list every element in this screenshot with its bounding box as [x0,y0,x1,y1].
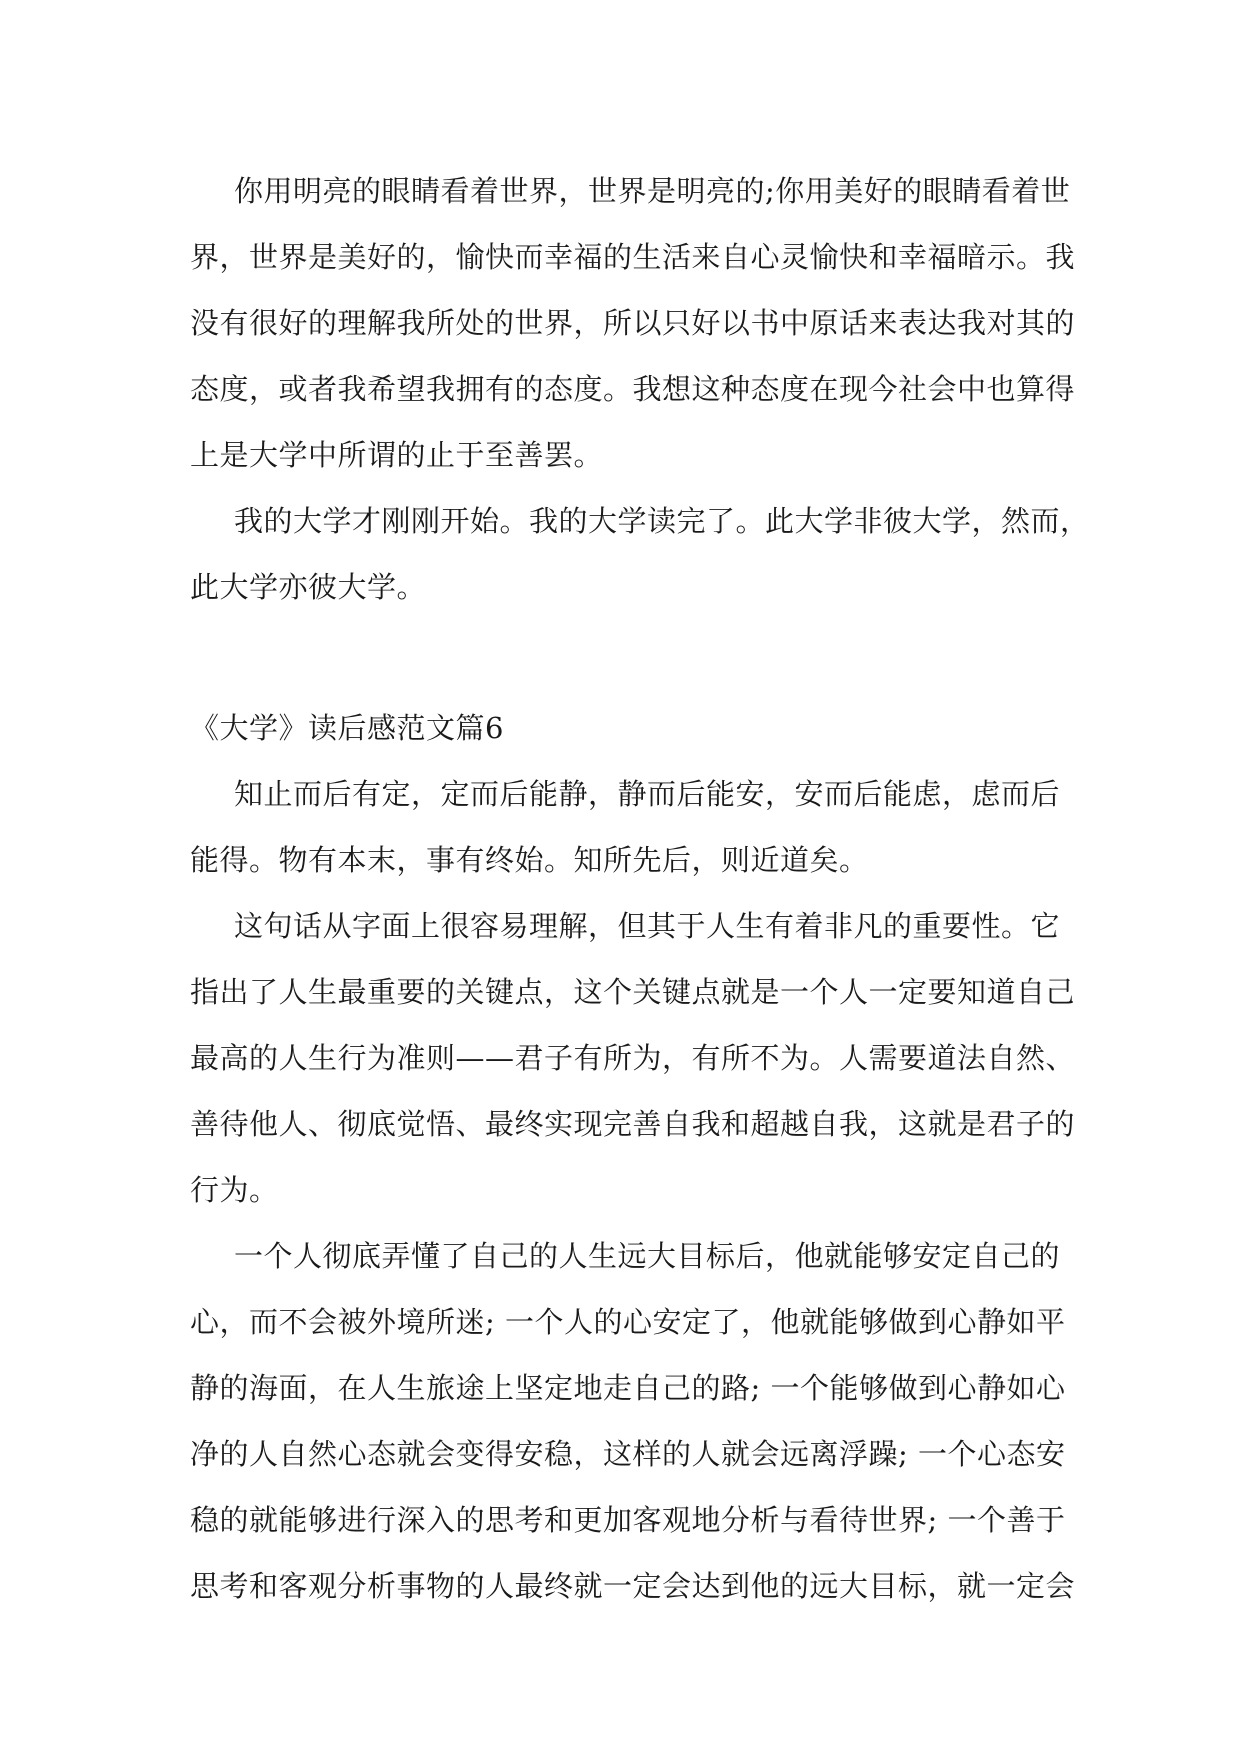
text-line: 一个人彻底弄懂了自己的人生远大目标后，他就能够安定自己的 [234,1239,1061,1273]
text-line: 指出了人生最重要的关键点，这个关键点就是一个人一定要知道自己 [190,975,1076,1009]
text-line: 能得。物有本末，事有终始。知所先后，则近道矣。 [190,843,869,877]
paragraph-4 [190,893,1076,1223]
text-line: 这句话从字面上很容易理解，但其于人生有着非凡的重要性。它 [234,909,1061,943]
text-line: 你用明亮的眼睛看着世界，世界是明亮的;你用美好的眼睛看着世 [234,174,1071,208]
text-line: 态度，或者我希望我拥有的态度。我想这种态度在现今社会中也算得 [190,372,1076,406]
text-line: 静的海面，在人生旅途上坚定地走自己的路; 一个能够做到心静如心 [190,1371,1066,1405]
text-line: 最高的人生行为准则——君子有所为，有所不为。人需要道法自然、 [190,1041,1076,1075]
text-line: 我的大学才刚刚开始。我的大学读完了。此大学非彼大学，然而， [234,504,1090,538]
section-heading: 《大学》读后感范文篇6 [190,711,504,745]
document-page [190,158,1090,1619]
text-line: 善待他人、彻底觉悟、最终实现完善自我和超越自我，这就是君子的 [190,1107,1076,1141]
text-line: 行为。 [190,1173,279,1207]
paragraph-2 [190,488,1090,620]
text-line: 界，世界是美好的，愉快而幸福的生活来自心灵愉快和幸福暗示。我 [190,240,1076,274]
text-line: 上是大学中所谓的止于至善罢。 [190,438,604,472]
paragraph-1 [190,158,1076,488]
text-line: 没有很好的理解我所处的世界，所以只好以书中原话来表达我对其的 [190,306,1076,340]
text-line: 心，而不会被外境所迷; 一个人的心安定了，他就能够做到心静如平 [190,1305,1066,1339]
paragraph-5 [190,1223,1076,1619]
text-line: 稳的就能够进行深入的思考和更加客观地分析与看待世界; 一个善于 [190,1503,1066,1537]
text-line: 净的人自然心态就会变得安稳，这样的人就会远离浮躁; 一个心态安 [190,1437,1066,1471]
section-gap [190,620,1060,695]
text-line: 思考和客观分析事物的人最终就一定会达到他的远大目标，就一定会 [190,1569,1076,1603]
text-line: 此大学亦彼大学。 [190,570,427,604]
paragraph-3 [190,761,1060,893]
text-line: 知止而后有定，定而后能静，静而后能安，安而后能虑，虑而后 [234,777,1061,811]
